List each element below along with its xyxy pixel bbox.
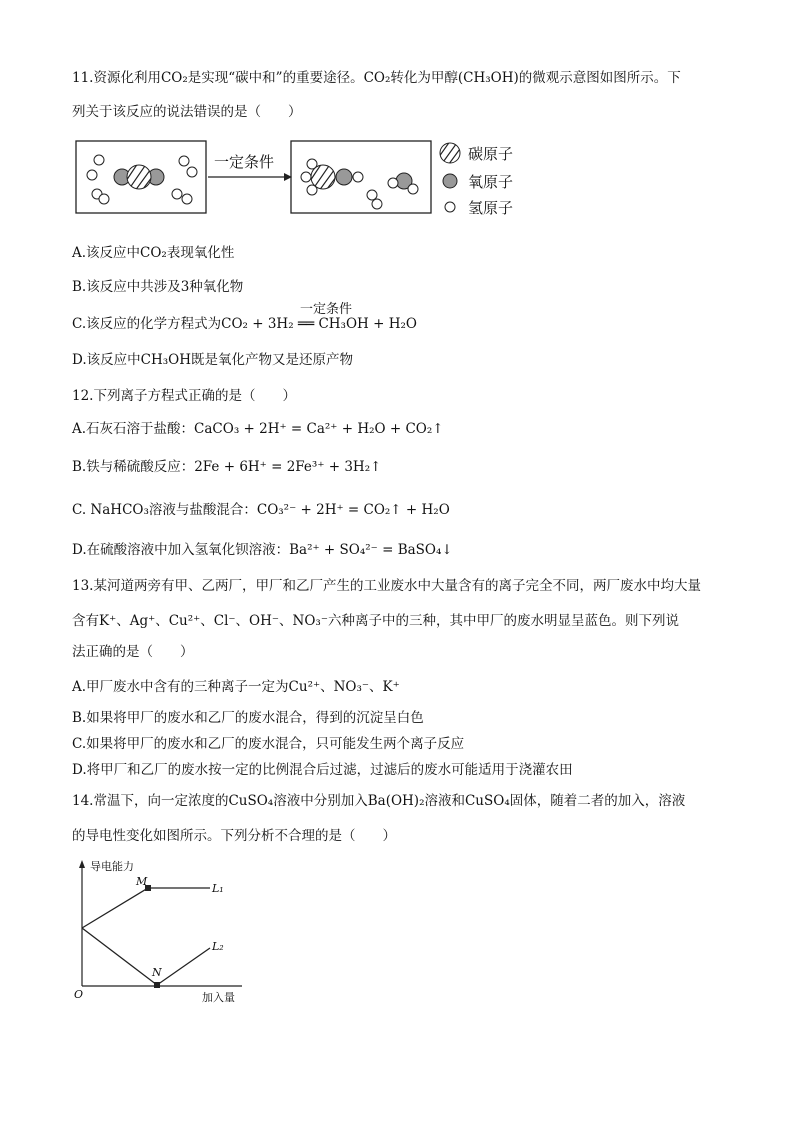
q11-stem-line1: 11.资源化利用CO₂是实现“碳中和”的重要途径。CO₂转化为甲醇(CH₃OH)的微观示意图如图所示。下 [72,70,681,86]
q13-stem-line1: 13.某河道两旁有甲、乙两厂，甲厂和乙厂产生的工业废水中大量含有的离子完全不同，两厂废水中均大量 [72,578,701,594]
q11-stem-line2: 列关于该反应的说法错误的是（ ） [72,104,302,120]
y-axis-label: 导电能力 [90,860,134,873]
point-n [154,982,160,988]
oxygen-atom [336,169,352,185]
q12-option-b: B.铁与稀硫酸反应：2Fe + 6H⁺ = 2Fe³⁺ + 3H₂↑ [72,459,382,475]
q13-stem-line3: 法正确的是（ ） [72,644,194,660]
hydrogen-atom [94,155,104,165]
q12-option-a: A.石灰石溶于盐酸：CaCO₃ + 2H⁺ = Ca²⁺ + H₂O + CO₂↑ [72,421,444,437]
hydrogen-atom [301,172,311,182]
legend-oxygen-icon [443,174,457,188]
hydrogen-atom [367,190,377,200]
hydrogen-atom [388,178,398,188]
hydrogen-atom [353,172,363,182]
q11-option-a: A.该反应中CO₂表现氧化性 [72,245,235,261]
arrow-label: 一定条件 [214,153,275,171]
origin-label: O [74,988,84,1001]
q14-stem-line2: 的导电性变化如图所示。下列分析不合理的是（ ） [72,828,396,844]
q11-reaction-diagram [72,137,552,217]
legend-oxygen-label: 氧原子 [468,173,514,191]
q13-stem-line2: 含有K⁺、Ag⁺、Cu²⁺、Cl⁻、OH⁻、NO₃⁻六种离子中的三种，其中甲厂的废水明显呈蓝色。则下列说 [72,613,679,629]
legend-hydrogen-label: 氢原子 [468,199,514,217]
line-l1 [82,888,210,928]
q14-stem-line1: 14.常温下，向一定浓度的CuSO₄溶液中分别加入Ba(OH)₂溶液和CuSO₄固体，随着二者的加入，溶液 [72,793,686,809]
q11-option-b: B.该反应中共涉及3种氧化物 [72,279,244,295]
q13-option-c: C.如果将甲厂的废水和乙厂的废水混合，只可能发生两个离子反应 [72,736,465,752]
q13-option-a: A.甲厂废水中含有的三种离子一定为Cu²⁺、NO₃⁻、K⁺ [72,679,400,695]
hydrogen-atom [408,184,418,194]
q12-option-d: D.在硫酸溶液中加入氢氧化钡溶液：Ba²⁺ + SO₄²⁻ = BaSO₄↓ [72,542,453,558]
legend-carbon [436,137,470,169]
q13-option-b: B.如果将甲厂的废水和乙厂的废水混合，得到的沉淀呈白色 [72,710,424,726]
line-l1-label: L₁ [212,882,224,895]
hydrogen-atom [182,194,192,204]
hydrogen-atom [99,194,109,204]
hydrogen-atom [179,156,189,166]
legend-hydrogen-icon [445,202,455,212]
point-n-label: N [152,966,162,979]
q11-option-c-condition: 一定条件 [300,302,353,317]
q11-option-c: C.该反应的化学方程式为CO₂ + 3H₂ ══ CH₃OH + H₂O [72,316,417,332]
x-axis-label: 加入量 [202,991,235,1004]
q13-option-d: D.将甲厂和乙厂的废水按一定的比例混合后过滤，过滤后的废水可能适用于浇灌农田 [72,762,573,778]
q11-option-d: D.该反应中CH₃OH既是氧化产物又是还原产物 [72,352,353,368]
q12-stem: 12.下列离子方程式正确的是（ ） [72,388,296,404]
line-l2-label: L₂ [212,940,224,953]
q12-option-c: C. NaHCO₃溶液与盐酸混合：CO₃²⁻ + 2H⁺ = CO₂↑ + H₂O [72,502,450,518]
line-l2 [82,928,210,985]
conductivity-graph [72,856,252,1006]
point-m-label: M [136,875,148,888]
legend-carbon-label: 碳原子 [468,145,514,163]
hydrogen-atom [187,167,197,177]
hydrogen-atom [372,199,382,209]
hydrogen-atom [87,170,97,180]
y-axis-arrow-icon [79,860,85,868]
hydrogen-atom [172,189,182,199]
